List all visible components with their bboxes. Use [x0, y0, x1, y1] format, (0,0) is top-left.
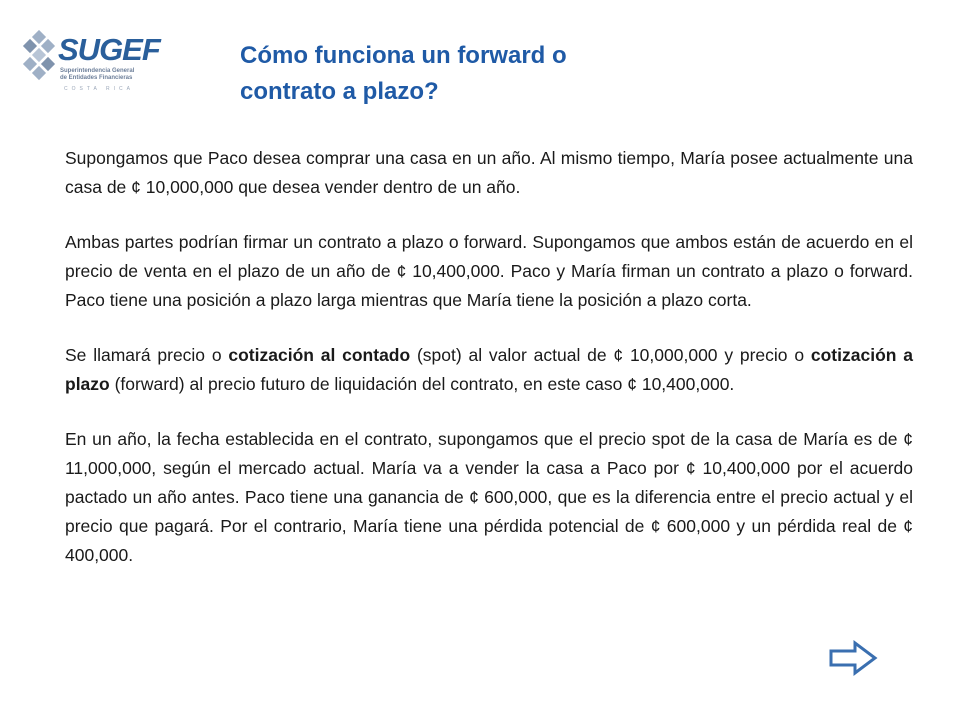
logo-brand-text: SUGEF: [58, 32, 160, 67]
slide-title: [240, 38, 740, 110]
logo-subtitle-line2: de Entidades Financieras: [60, 75, 133, 81]
slide-body: [65, 144, 913, 596]
paragraph-1: Supongamos que Paco desea comprar una casa en un año. Al mismo tiempo, María posee actualmente una casa de ¢ 10,000,000 que desea vender dentro de un año.: [65, 148, 913, 197]
paragraph-3-text-2: (spot) al valor actual de ¢ 10,000,000 y precio o: [410, 345, 811, 365]
logo-country: COSTA RICA: [64, 86, 134, 92]
paragraph-3-text-1: Se llamará precio o: [65, 345, 229, 365]
slide-title-line1: Cómo funciona un forward o: [240, 42, 567, 69]
paragraph-3-text-3: (forward) al precio futuro de liquidación del contrato, en este caso ¢ 10,400,000.: [109, 374, 735, 394]
paragraph-3: [65, 341, 913, 399]
sugef-logo: [20, 30, 180, 110]
term-spot-price: cotización al contado: [228, 345, 411, 365]
paragraph-2: Ambas partes podrían firmar un contrato a plazo o forward. Supongamos que ambos están de acuerdo en el precio de venta en el plazo de un año de ¢ 10,400,000. Paco y María firman un contrato a plazo o forward. Paco tiene una posición a plazo larga mientras que María tiene la posición a plazo corta.: [65, 232, 913, 310]
slide-title-line2: contrato a plazo?: [240, 78, 439, 105]
next-arrow-icon[interactable]: [828, 640, 878, 676]
logo-subtitle-line1: Superintendencia General: [60, 68, 135, 74]
logo-diamond-icon: [20, 30, 60, 92]
paragraph-4: En un año, la fecha establecida en el contrato, supongamos que el precio spot de la casa de María es de ¢ 11,000,000, según el mercado actual. María va a vender la casa a Paco por ¢ 10,400,000 por el acuerdo pactado un año antes. Paco tiene una ganancia de ¢ 600,000, que es la diferencia entre el precio actual y el precio que pagará. Por el contrario, María tiene una pérdida potencial de ¢ 600,000 y un pérdida real de ¢ 400,000.: [65, 429, 913, 565]
term-forward-price: cotización a plazo: [65, 345, 913, 394]
logo-subtitle: [60, 68, 134, 82]
